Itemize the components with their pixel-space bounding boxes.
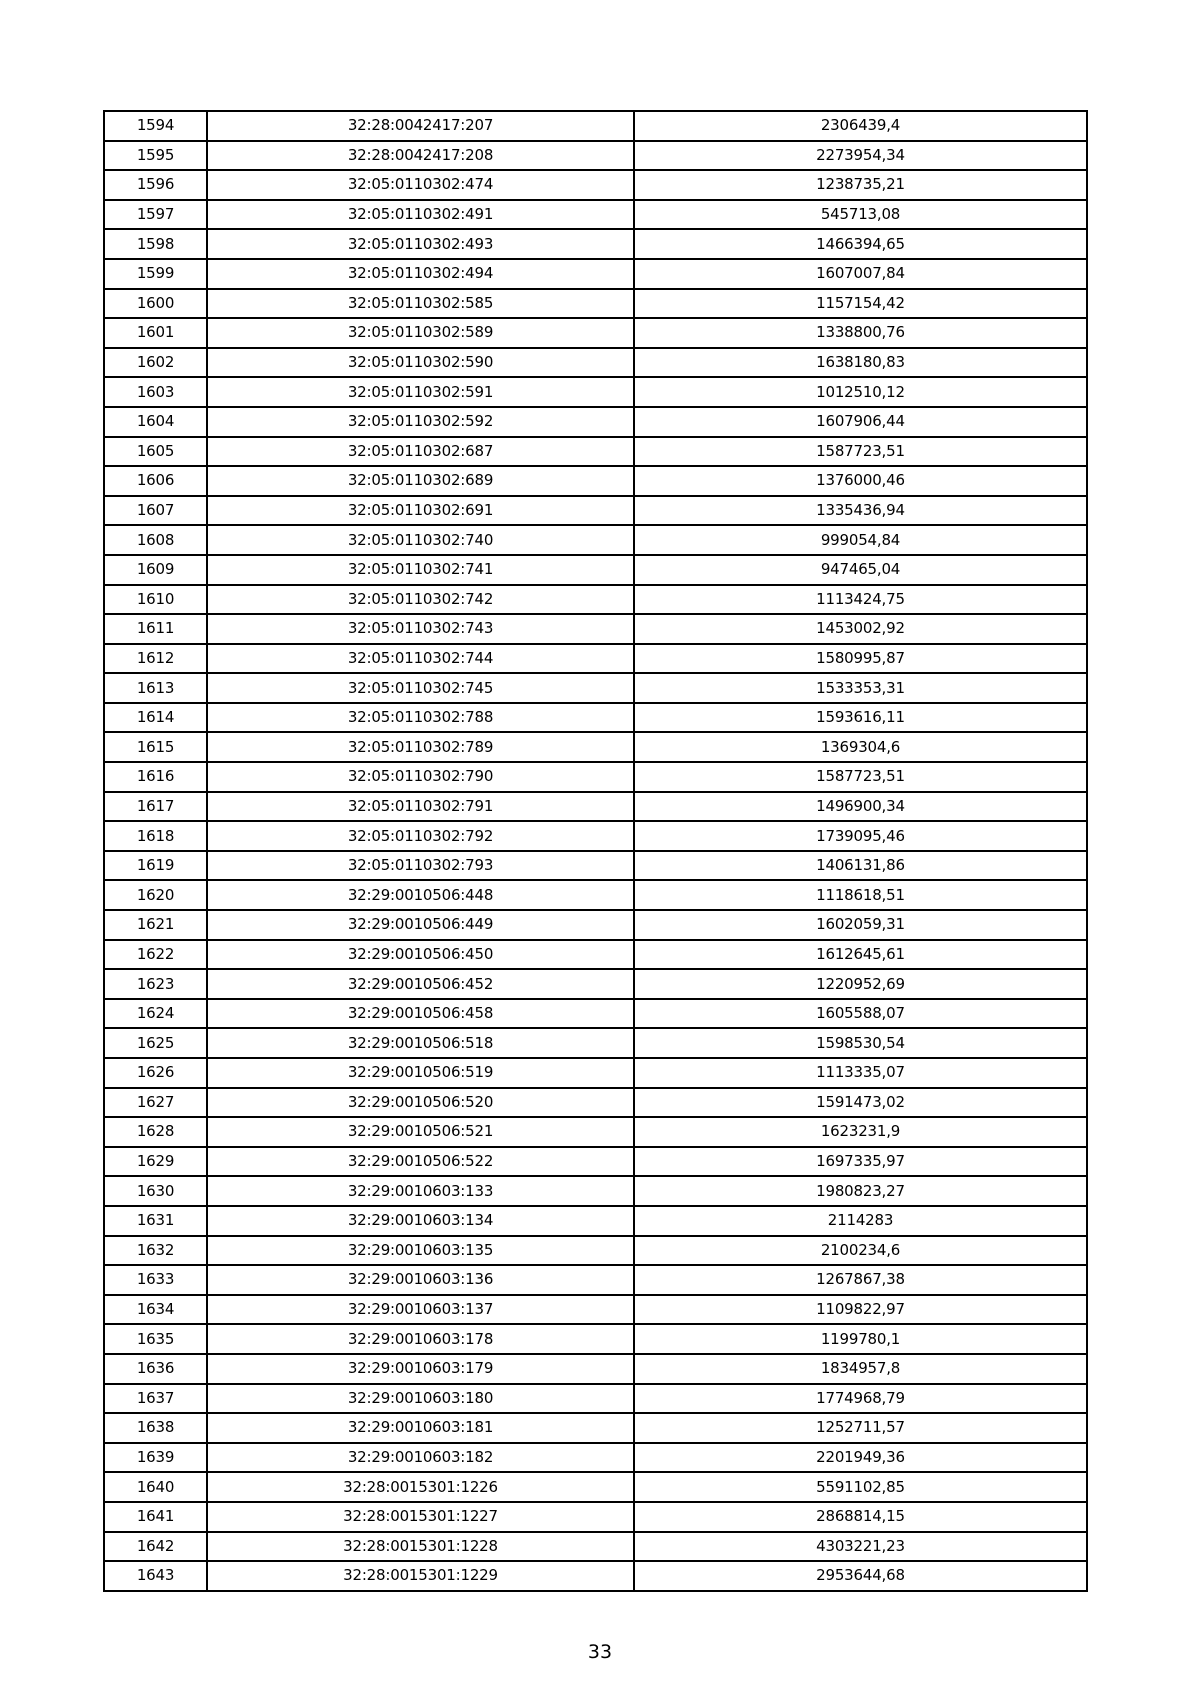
table-row: [104, 525, 1087, 555]
value-cell: 1238735,21: [634, 170, 1087, 200]
row-number-cell: 1627: [104, 1088, 207, 1118]
row-number-cell: 1616: [104, 762, 207, 792]
row-number-cell: 1596: [104, 170, 207, 200]
cadastral-number-cell: 32:28:0042417:208: [207, 141, 634, 171]
cadastral-number-cell: 32:05:0110302:790: [207, 762, 634, 792]
row-number-cell: 1620: [104, 880, 207, 910]
table-row: [104, 1265, 1087, 1295]
value-cell: 1623231,9: [634, 1117, 1087, 1147]
row-number-cell: 1628: [104, 1117, 207, 1147]
cadastral-number-cell: 32:29:0010506:458: [207, 999, 634, 1029]
value-cell: 947465,04: [634, 555, 1087, 585]
row-number-cell: 1635: [104, 1324, 207, 1354]
value-cell: 1607007,84: [634, 259, 1087, 289]
cadastral-number-cell: 32:05:0110302:745: [207, 673, 634, 703]
cadastral-number-cell: 32:29:0010603:178: [207, 1324, 634, 1354]
cadastral-number-cell: 32:29:0010506:452: [207, 969, 634, 999]
cadastral-number-cell: 32:29:0010506:450: [207, 940, 634, 970]
table-body: [104, 111, 1087, 1591]
value-cell: 1587723,51: [634, 762, 1087, 792]
table-row: [104, 1443, 1087, 1473]
row-number-cell: 1643: [104, 1561, 207, 1591]
table-row: [104, 821, 1087, 851]
table-row: [104, 289, 1087, 319]
cadastral-number-cell: 32:05:0110302:788: [207, 703, 634, 733]
value-cell: 1406131,86: [634, 851, 1087, 881]
table-row: [104, 910, 1087, 940]
cadastral-number-cell: 32:29:0010506:522: [207, 1147, 634, 1177]
row-number-cell: 1640: [104, 1472, 207, 1502]
value-cell: 2114283: [634, 1206, 1087, 1236]
table-row: [104, 377, 1087, 407]
table-row: [104, 318, 1087, 348]
table-row: [104, 200, 1087, 230]
row-number-cell: 1636: [104, 1354, 207, 1384]
value-cell: 1612645,61: [634, 940, 1087, 970]
cadastral-number-cell: 32:29:0010603:182: [207, 1443, 634, 1473]
cadastral-number-cell: 32:05:0110302:687: [207, 437, 634, 467]
value-cell: 2306439,4: [634, 111, 1087, 141]
value-cell: 1602059,31: [634, 910, 1087, 940]
value-cell: 2100234,6: [634, 1236, 1087, 1266]
row-number-cell: 1625: [104, 1028, 207, 1058]
cadastral-number-cell: 32:05:0110302:585: [207, 289, 634, 319]
cadastral-number-cell: 32:29:0010603:137: [207, 1295, 634, 1325]
cadastral-number-cell: 32:29:0010603:134: [207, 1206, 634, 1236]
row-number-cell: 1632: [104, 1236, 207, 1266]
value-cell: 1157154,42: [634, 289, 1087, 319]
table-row: [104, 762, 1087, 792]
row-number-cell: 1599: [104, 259, 207, 289]
value-cell: 1980823,27: [634, 1176, 1087, 1206]
cadastral-number-cell: 32:05:0110302:689: [207, 466, 634, 496]
cadastral-number-cell: 32:05:0110302:592: [207, 407, 634, 437]
table-row: [104, 1295, 1087, 1325]
row-number-cell: 1618: [104, 821, 207, 851]
row-number-cell: 1619: [104, 851, 207, 881]
value-cell: 2868814,15: [634, 1502, 1087, 1532]
table-row: [104, 1147, 1087, 1177]
row-number-cell: 1637: [104, 1384, 207, 1414]
value-cell: 1109822,97: [634, 1295, 1087, 1325]
cadastral-number-cell: 32:29:0010603:135: [207, 1236, 634, 1266]
cadastral-number-cell: 32:29:0010506:448: [207, 880, 634, 910]
table-row: [104, 940, 1087, 970]
row-number-cell: 1601: [104, 318, 207, 348]
row-number-cell: 1594: [104, 111, 207, 141]
value-cell: 1697335,97: [634, 1147, 1087, 1177]
value-cell: 1252711,57: [634, 1413, 1087, 1443]
table-row: [104, 229, 1087, 259]
row-number-cell: 1595: [104, 141, 207, 171]
value-cell: 2273954,34: [634, 141, 1087, 171]
table-row: [104, 141, 1087, 171]
cadastral-number-cell: 32:29:0010506:519: [207, 1058, 634, 1088]
value-cell: 1012510,12: [634, 377, 1087, 407]
row-number-cell: 1611: [104, 614, 207, 644]
value-cell: 1466394,65: [634, 229, 1087, 259]
row-number-cell: 1615: [104, 732, 207, 762]
value-cell: 2953644,68: [634, 1561, 1087, 1591]
cadastral-number-cell: 32:29:0010506:520: [207, 1088, 634, 1118]
table-row: [104, 1472, 1087, 1502]
row-number-cell: 1630: [104, 1176, 207, 1206]
table-row: [104, 466, 1087, 496]
row-number-cell: 1608: [104, 525, 207, 555]
value-cell: 1774968,79: [634, 1384, 1087, 1414]
value-cell: 1496900,34: [634, 792, 1087, 822]
data-table: [103, 110, 1088, 1592]
row-number-cell: 1609: [104, 555, 207, 585]
cadastral-number-cell: 32:05:0110302:691: [207, 496, 634, 526]
value-cell: 5591102,85: [634, 1472, 1087, 1502]
value-cell: 1591473,02: [634, 1088, 1087, 1118]
value-cell: 1739095,46: [634, 821, 1087, 851]
row-number-cell: 1613: [104, 673, 207, 703]
row-number-cell: 1597: [104, 200, 207, 230]
cadastral-number-cell: 32:05:0110302:493: [207, 229, 634, 259]
cadastral-number-cell: 32:05:0110302:742: [207, 585, 634, 615]
table-row: [104, 673, 1087, 703]
value-cell: 4303221,23: [634, 1532, 1087, 1562]
page-number: 33: [587, 1641, 613, 1663]
value-cell: 1376000,46: [634, 466, 1087, 496]
cadastral-number-cell: 32:28:0015301:1227: [207, 1502, 634, 1532]
table-row: [104, 111, 1087, 141]
value-cell: 999054,84: [634, 525, 1087, 555]
table-row: [104, 555, 1087, 585]
value-cell: 1453002,92: [634, 614, 1087, 644]
row-number-cell: 1612: [104, 644, 207, 674]
cadastral-number-cell: 32:05:0110302:590: [207, 348, 634, 378]
row-number-cell: 1631: [104, 1206, 207, 1236]
value-cell: 1533353,31: [634, 673, 1087, 703]
value-cell: 1638180,83: [634, 348, 1087, 378]
table-row: [104, 792, 1087, 822]
value-cell: 1199780,1: [634, 1324, 1087, 1354]
value-cell: 1113335,07: [634, 1058, 1087, 1088]
row-number-cell: 1641: [104, 1502, 207, 1532]
table-row: [104, 348, 1087, 378]
cadastral-number-cell: 32:05:0110302:589: [207, 318, 634, 348]
value-cell: 1607906,44: [634, 407, 1087, 437]
row-number-cell: 1629: [104, 1147, 207, 1177]
cadastral-number-cell: 32:29:0010506:521: [207, 1117, 634, 1147]
table-row: [104, 1058, 1087, 1088]
table-row: [104, 999, 1087, 1029]
table-row: [104, 1502, 1087, 1532]
table-row: [104, 170, 1087, 200]
table-row: [104, 1028, 1087, 1058]
cadastral-number-cell: 32:29:0010603:136: [207, 1265, 634, 1295]
value-cell: 1118618,51: [634, 880, 1087, 910]
cadastral-number-cell: 32:05:0110302:491: [207, 200, 634, 230]
table-row: [104, 880, 1087, 910]
row-number-cell: 1610: [104, 585, 207, 615]
table-row: [104, 851, 1087, 881]
table-row: [104, 614, 1087, 644]
cadastral-number-cell: 32:29:0010603:180: [207, 1384, 634, 1414]
table-row: [104, 1206, 1087, 1236]
cadastral-number-cell: 32:29:0010603:179: [207, 1354, 634, 1384]
cadastral-number-cell: 32:05:0110302:591: [207, 377, 634, 407]
table-row: [104, 969, 1087, 999]
table-row: [104, 1324, 1087, 1354]
row-number-cell: 1607: [104, 496, 207, 526]
cadastral-number-cell: 32:05:0110302:743: [207, 614, 634, 644]
table-row: [104, 1236, 1087, 1266]
cadastral-number-cell: 32:05:0110302:791: [207, 792, 634, 822]
cadastral-number-cell: 32:05:0110302:494: [207, 259, 634, 289]
table-row: [104, 585, 1087, 615]
value-cell: 1834957,8: [634, 1354, 1087, 1384]
value-cell: 545713,08: [634, 200, 1087, 230]
table-row: [104, 703, 1087, 733]
row-number-cell: 1602: [104, 348, 207, 378]
value-cell: 1605588,07: [634, 999, 1087, 1029]
row-number-cell: 1617: [104, 792, 207, 822]
table-row: [104, 1354, 1087, 1384]
table-row: [104, 1117, 1087, 1147]
value-cell: 1593616,11: [634, 703, 1087, 733]
cadastral-number-cell: 32:05:0110302:744: [207, 644, 634, 674]
cadastral-number-cell: 32:05:0110302:741: [207, 555, 634, 585]
table-row: [104, 437, 1087, 467]
cadastral-number-cell: 32:05:0110302:474: [207, 170, 634, 200]
row-number-cell: 1614: [104, 703, 207, 733]
cadastral-number-cell: 32:28:0015301:1228: [207, 1532, 634, 1562]
row-number-cell: 1606: [104, 466, 207, 496]
value-cell: 2201949,36: [634, 1443, 1087, 1473]
table-row: [104, 1384, 1087, 1414]
table-row: [104, 407, 1087, 437]
table-row: [104, 732, 1087, 762]
row-number-cell: 1639: [104, 1443, 207, 1473]
cadastral-number-cell: 32:28:0042417:207: [207, 111, 634, 141]
cadastral-number-cell: 32:29:0010603:133: [207, 1176, 634, 1206]
row-number-cell: 1638: [104, 1413, 207, 1443]
value-cell: 1267867,38: [634, 1265, 1087, 1295]
row-number-cell: 1604: [104, 407, 207, 437]
row-number-cell: 1642: [104, 1532, 207, 1562]
cadastral-number-cell: 32:29:0010603:181: [207, 1413, 634, 1443]
value-cell: 1220952,69: [634, 969, 1087, 999]
cadastral-number-cell: 32:05:0110302:789: [207, 732, 634, 762]
cadastral-number-cell: 32:29:0010506:449: [207, 910, 634, 940]
table-row: [104, 259, 1087, 289]
table-row: [104, 644, 1087, 674]
table-row: [104, 1088, 1087, 1118]
table-row: [104, 496, 1087, 526]
row-number-cell: 1633: [104, 1265, 207, 1295]
value-cell: 1335436,94: [634, 496, 1087, 526]
table-row: [104, 1532, 1087, 1562]
value-cell: 1369304,6: [634, 732, 1087, 762]
value-cell: 1113424,75: [634, 585, 1087, 615]
table-row: [104, 1413, 1087, 1443]
value-cell: 1598530,54: [634, 1028, 1087, 1058]
cadastral-number-cell: 32:28:0015301:1229: [207, 1561, 634, 1591]
row-number-cell: 1621: [104, 910, 207, 940]
row-number-cell: 1626: [104, 1058, 207, 1088]
row-number-cell: 1624: [104, 999, 207, 1029]
cadastral-number-cell: 32:05:0110302:793: [207, 851, 634, 881]
row-number-cell: 1603: [104, 377, 207, 407]
cadastral-number-cell: 32:28:0015301:1226: [207, 1472, 634, 1502]
value-cell: 1338800,76: [634, 318, 1087, 348]
row-number-cell: 1600: [104, 289, 207, 319]
row-number-cell: 1598: [104, 229, 207, 259]
table-row: [104, 1176, 1087, 1206]
row-number-cell: 1634: [104, 1295, 207, 1325]
cadastral-number-cell: 32:05:0110302:792: [207, 821, 634, 851]
value-cell: 1580995,87: [634, 644, 1087, 674]
cadastral-number-cell: 32:29:0010506:518: [207, 1028, 634, 1058]
value-cell: 1587723,51: [634, 437, 1087, 467]
cadastral-number-cell: 32:05:0110302:740: [207, 525, 634, 555]
row-number-cell: 1605: [104, 437, 207, 467]
row-number-cell: 1622: [104, 940, 207, 970]
row-number-cell: 1623: [104, 969, 207, 999]
table-row: [104, 1561, 1087, 1591]
